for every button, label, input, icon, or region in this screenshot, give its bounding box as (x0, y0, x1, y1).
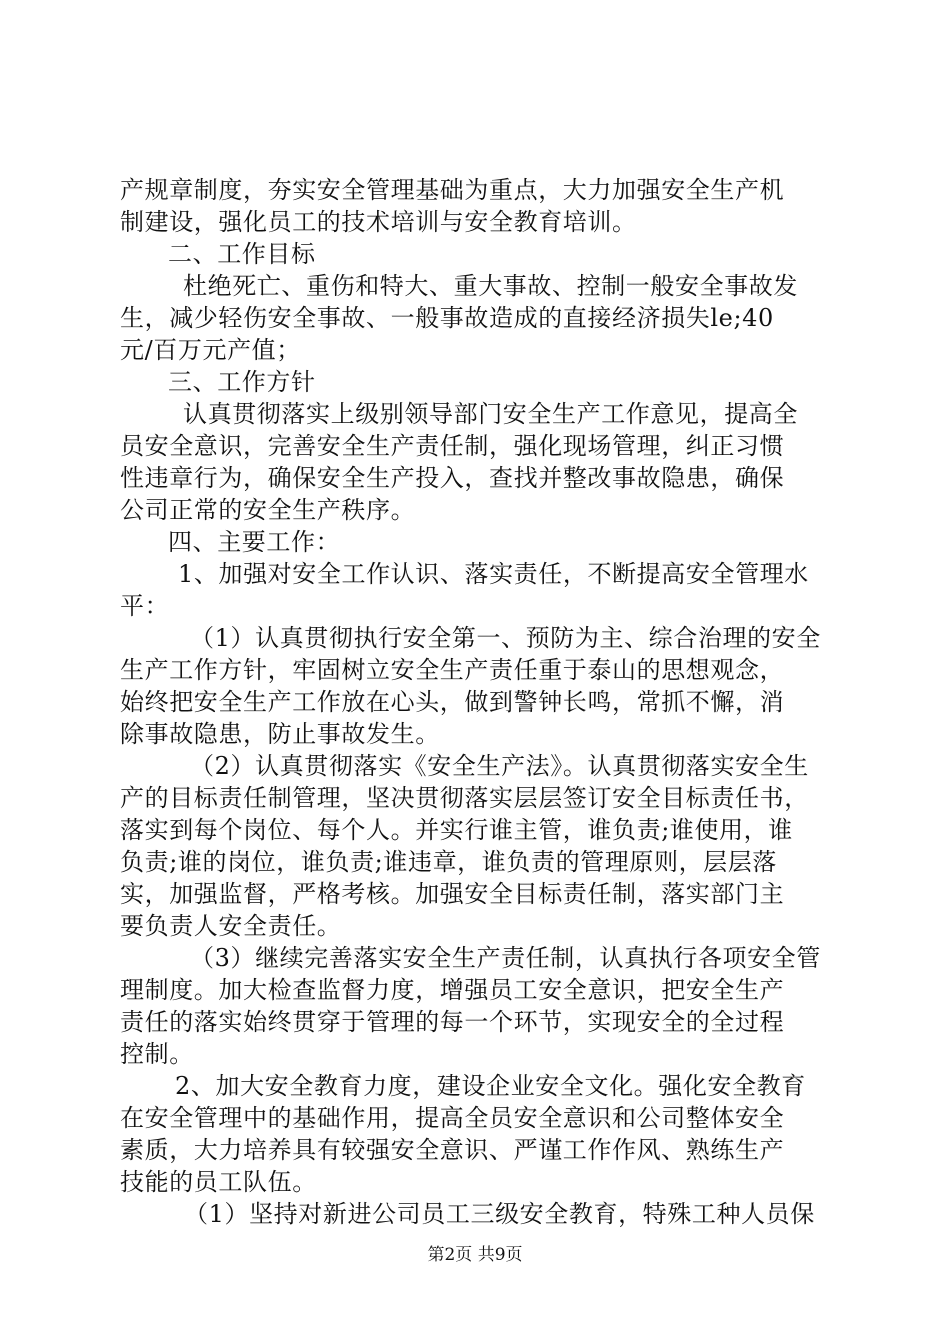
section-heading: 四、主要工作： (168, 528, 341, 556)
text-line: 始终把安全生产工作放在心头，做到警钟长鸣，常抓不懈，消 (120, 688, 785, 716)
text-line: 素质，大力培养具有较强安全意识、严谨工作作风、熟练生产 (120, 1136, 785, 1164)
text-line: 控制。 (120, 1040, 194, 1068)
text-line: 杜绝死亡、重伤和特大、重大事故、控制一般安全事故发 (183, 272, 798, 300)
text-line: 产规章制度，夯实安全管理基础为重点，大力加强安全生产机 (120, 176, 785, 204)
text-line: 在安全管理中的基础作用，提高全员安全意识和公司整体安全 (120, 1104, 785, 1132)
text-line: 员安全意识，完善安全生产责任制，强化现场管理，纠正习惯 (120, 432, 785, 460)
text-line: （3）继续完善落实安全生产责任制，认真执行各项安全管 (190, 944, 821, 972)
text-line: 认真贯彻落实上级别领导部门安全生产工作意见，提高全 (183, 400, 798, 428)
text-line: 产的目标责任制管理，坚决贯彻落实层层签订安全目标责任书， (120, 784, 809, 812)
text-line: 要负责人安全责任。 (120, 912, 342, 940)
text-line: 元/百万元产值； (120, 336, 301, 364)
text-line: （2）认真贯彻落实《安全生产法》。认真贯彻落实安全生 (190, 752, 809, 780)
text-line: 1、加强对安全工作认识、落实责任，不断提高安全管理水 (178, 560, 809, 588)
text-line: （1）认真贯彻执行安全第一、预防为主、综合治理的安全 (190, 624, 821, 652)
text-line: 除事故隐患，防止事故发生。 (120, 720, 440, 748)
text-line: 2、加大安全教育力度，建设企业安全文化。强化安全教育 (175, 1072, 806, 1100)
text-line: 生产工作方针，牢固树立安全生产责任重于泰山的思想观念， (120, 656, 785, 684)
text-line: 落实到每个岗位、每个人。并实行谁主管，谁负责;谁使用，谁 (120, 816, 793, 844)
text-line: 责任的落实始终贯穿于管理的每一个环节，实现安全的全过程 (120, 1008, 785, 1036)
text-line: 制建设，强化员工的技术培训与安全教育培训。 (120, 208, 637, 236)
text-line: 公司正常的安全生产秩序。 (120, 496, 416, 524)
text-line: 性违章行为，确保安全生产投入，查找并整改事故隐患，确保 (120, 464, 785, 492)
text-line: 技能的员工队伍。 (120, 1168, 317, 1196)
document-body (120, 174, 832, 1230)
text-line: 平： (120, 592, 170, 620)
section-heading: 二、工作目标 (168, 240, 316, 268)
page-number: 第2页 共9页 (427, 1245, 523, 1265)
text-line: 负责;谁的岗位，谁负责;谁违章，谁负责的管理原则，层层落 (120, 848, 777, 876)
text-line: 生，减少轻伤安全事故、一般事故造成的直接经济损失le;40 (120, 304, 774, 332)
text-line: 实，加强监督，严格考核。加强安全目标责任制，落实部门主 (120, 880, 785, 908)
section-heading: 三、工作方针 (168, 368, 316, 396)
text-line: （1）坚持对新进公司员工三级安全教育，特殊工种人员保 (184, 1200, 815, 1228)
page-footer (0, 1244, 950, 1266)
text-line: 理制度。加大检查监督力度，增强员工安全意识，把安全生产 (120, 976, 785, 1004)
